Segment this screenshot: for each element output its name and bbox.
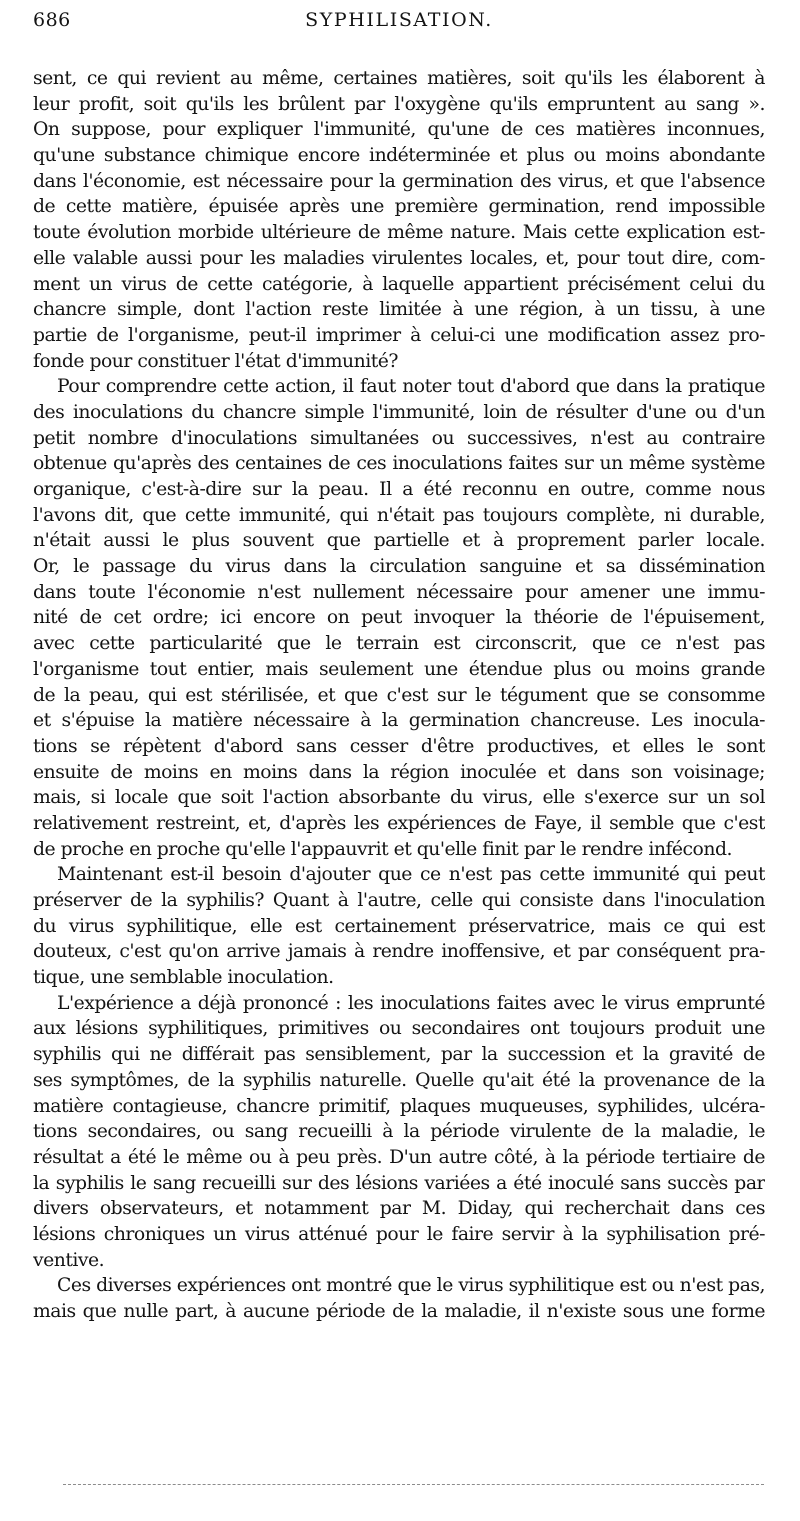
text-line: mais que nulle part, à aucune période de la maladie, il n'existe sous une forme [33,1301,765,1322]
paragraph-2 [33,374,765,862]
running-title: SYPHILISATION. [305,9,493,31]
text-line: ventive. [33,1249,105,1271]
text-line: toute évolution morbide ultérieure de même nature. Mais cette explication est- [33,222,765,244]
text-line: tique, une semblable inoculation. [33,967,334,989]
paragraph-5 [33,1273,765,1324]
text-line: préserver de la syphilis? Quant à l'autre, celle qui consiste dans l'inoculation [33,890,765,911]
text-line: n'était aussi le plus souvent que partielle et à proprement parler locale. [33,530,765,552]
text-line: L'expérience a déjà prononcé : les inoculations faites avec le virus emprunté [57,992,765,1014]
page-number: 686 [33,9,71,31]
paragraph-3 [33,862,765,990]
text-line: aux lésions syphilitiques, primitives ou secondaires ont toujours produit une [33,1018,765,1040]
paragraph-4 [33,991,765,1274]
text-line: ment un virus de cette catégorie, à laquelle appartient précisément celui du [33,273,765,295]
text-line: avec cette particularité que le terrain est circonscrit, que ce n'est pas [33,633,765,655]
text-line: du virus syphilitique, elle est certainement préservatrice, mais ce qui est [33,915,765,937]
text-line: de proche en proche qu'elle l'appauvrit et qu'elle finit par le rendre infécond. [33,838,732,860]
text-line: l'avons dit, que cette immunité, qui n'était pas toujours complète, ni durable, [33,504,765,526]
text-line: divers observateurs, et notamment par M. Diday, qui recherchait dans ces [33,1198,765,1220]
text-line: petit nombre d'inoculations simultanées ou successives, n'est au contraire [33,427,765,449]
text-line: des inoculations du chancre simple l'immunité, loin de résulter d'une ou d'un [33,401,765,423]
text-line: Or, le passage du virus dans la circulation sanguine et sa dissémination [33,556,765,578]
text-line: dans l'économie, est nécessaire pour la germination des virus, et que l'absence [33,170,765,192]
running-head [33,6,765,34]
text-line: On suppose, pour expliquer l'immunité, qu'une de ces matières inconnues, [33,119,765,141]
text-line: sent, ce qui revient au même, certaines matières, soit qu'ils les élaborent à [33,68,765,89]
text-line: l'organisme tout entier, mais seulement une étendue plus ou moins grande [33,658,765,680]
text-line: matière contagieuse, chancre primitif, plaques muqueuses, syphilides, ulcéra- [33,1095,765,1117]
text-line: de cette matière, épuisée après une première germination, rend impossible [33,196,765,218]
text-line: organique, c'est-à-dire sur la peau. Il a été reconnu en outre, comme nous [33,479,765,500]
footer-rule [63,1484,764,1485]
text-line: de la peau, qui est stérilisée, et que c'est sur le tégument que se consomme [33,684,765,706]
text-line: obtenue qu'après des centaines de ces inoculations faites sur un même système [33,453,765,475]
text-line: elle valable aussi pour les maladies virulentes locales, et, pour tout dire, com- [33,247,765,269]
text-line: ensuite de moins en moins dans la région inoculée et dans son voisinage; [33,761,765,783]
body-text [33,66,765,1325]
text-line: syphilis qui ne différait pas sensiblement, par la succession et la gravité de [33,1044,765,1066]
text-line: qu'une substance chimique encore indéterminée et plus ou moins abondante [33,145,765,167]
text-line: résultat a été le même ou à peu près. D'un autre côté, à la période tertiaire de [33,1146,765,1168]
text-line: dans toute l'économie n'est nullement nécessaire pour amener une immu- [33,581,765,603]
text-line: ses symptômes, de la syphilis naturelle. Quelle qu'ait été la provenance de la [33,1069,765,1091]
text-line: la syphilis le sang recueilli sur des lésions variées a été inoculé sans succès par [33,1172,765,1194]
text-line: leur profit, soit qu'ils les brûlent par l'oxygène qu'ils empruntent au sang ». [33,93,765,115]
text-line: tions secondaires, ou sang recueilli à la période virulente de la maladie, le [33,1121,765,1143]
text-line: partie de l'organisme, peut-il imprimer à celui-ci une modification assez pro- [33,324,765,346]
text-line: mais, si locale que soit l'action absorbante du virus, elle s'exerce sur un sol [33,787,765,809]
text-line: douteux, c'est qu'on arrive jamais à rendre inoffensive, et par conséquent pra- [33,941,765,963]
text-line: nité de cet ordre; ici encore on peut invoquer la théorie de l'épuisement, [33,607,765,629]
text-line: Ces diverses expériences ont montré que le virus syphilitique est ou n'est pas, [57,1275,765,1297]
text-line: et s'épuise la matière nécessaire à la germination chancreuse. Les inocula- [33,710,765,732]
text-line: Pour comprendre cette action, il faut noter tout d'abord que dans la pratique [57,376,765,398]
text-line: relativement restreint, et, d'après les expériences de Faye, il semble que c'est [33,812,765,834]
text-line: chancre simple, dont l'action reste limitée à une région, à un tissu, à une [33,299,765,321]
text-line: fonde pour constituer l'état d'immunité? [33,350,398,372]
text-line: tions se répètent d'abord sans cesser d'être productives, et elles le sont [33,735,765,757]
text-line: lésions chroniques un virus atténué pour le faire servir à la syphilisation pré- [33,1223,765,1245]
text-line: Maintenant est-il besoin d'ajouter que ce n'est pas cette immunité qui peut [57,864,765,886]
paragraph-1 [33,66,765,374]
